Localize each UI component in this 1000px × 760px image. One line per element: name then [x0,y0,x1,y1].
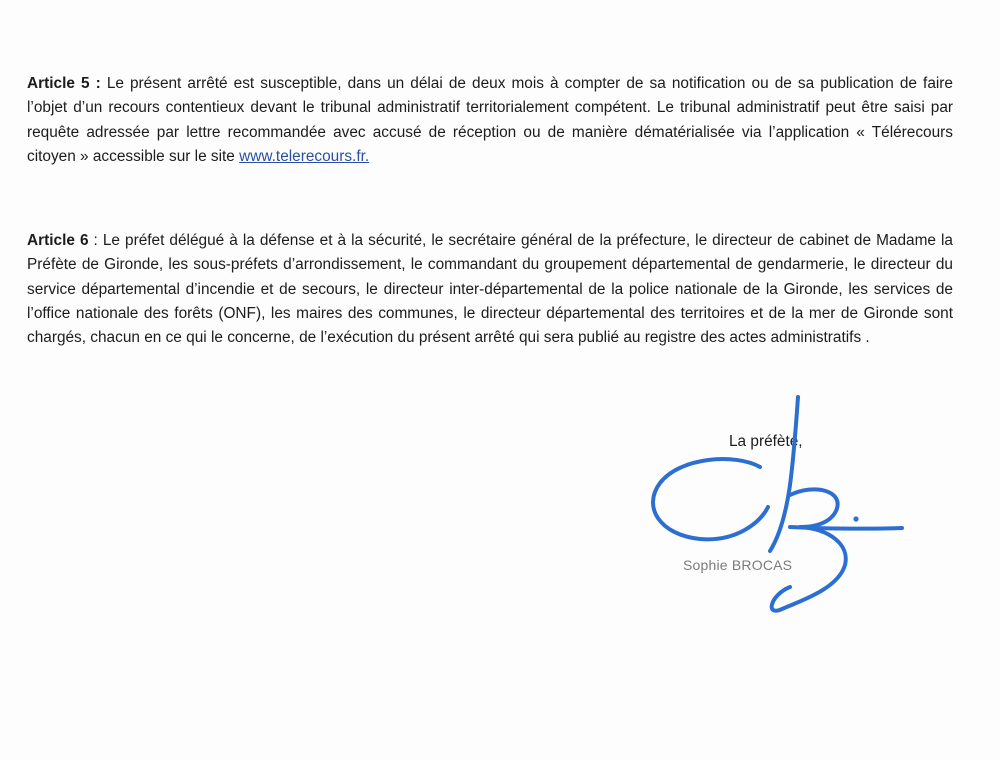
telerecours-link[interactable]: www.telerecours.fr. [239,147,370,165]
handwritten-signature [640,395,930,625]
signature-dot [853,516,858,521]
signatory-name: Sophie BROCAS [683,557,793,573]
article-6-text: : Le préfet délégué à la défense et à la sécurité, le secrétaire général de la préfecture, le directeur de cabinet de Madame la Préfète de Gironde, les sous-préfets d’arrondissement, le commandant du groupement départemental de gendarmerie, le directeur du service départemental d’incendie et de secours, le directeur inter-départemental de la police nationale de la Gironde, les services de l’office nationale des forêts (ONF), les maires des communes, le directeur départemental des territoires et de la mer de Gironde sont chargés, chacun en ce qui le concerne, de l’exécution du présent arrêté qui sera publié au registre des actes administratifs . [27,232,953,347]
article-5 [27,72,953,169]
article-5-text: Le présent arrêté est susceptible, dans un délai de deux mois à compter de sa notification ou de sa publication de faire l’objet d’un recours contentieux devant le tribunal administratif territorialement compétent. Le tribunal administratif peut être saisi par requête adressée par lettre recommandée avec accusé de réception ou de manière dématérialisée via l’application « Télérecours citoyen » accessible sur le site [27,75,953,165]
article-6 [27,229,953,350]
signature-strokes [653,397,902,611]
article-5-label: Article 5 : [27,75,101,92]
article-6-label: Article 6 [27,232,89,249]
signatory-title: La préfète, [729,433,803,450]
